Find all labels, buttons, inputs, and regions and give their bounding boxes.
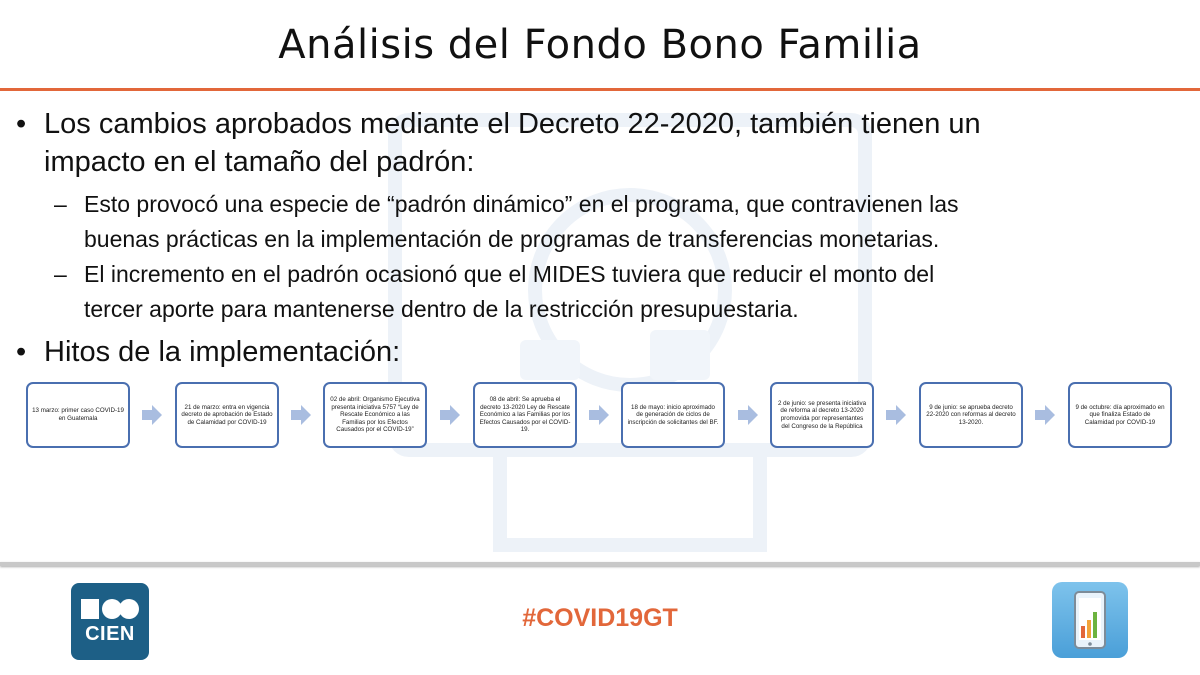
timeline-step-text: 9 de junio: se aprueba decreto 22-2020 con reformas al decreto 13-2020.: [926, 403, 1016, 426]
bullet-dot: •: [16, 336, 27, 368]
timeline-step-8: [1068, 382, 1172, 448]
timeline-step-1: [26, 382, 130, 448]
timeline: [0, 382, 1200, 462]
subbullet-1-line2: buenas prácticas en la implementación de programas de transferencias monetarias.: [84, 226, 940, 252]
bullet-dot: •: [16, 108, 27, 140]
timeline-step-text: 9 de octubre: día aproximado en que finaliza Estado de Calamidad por COVID-19: [1075, 403, 1165, 426]
bullet-2-line1: Hitos de la implementación:: [44, 336, 401, 368]
phone-chart-icon: [1052, 582, 1128, 658]
subbullet-2-line2: tercer aporte para mantenerse dentro de la restricción presupuestaria.: [84, 296, 799, 322]
bullet-1: [16, 105, 981, 181]
footer-divider: [0, 562, 1200, 566]
timeline-step-5: [621, 382, 725, 448]
arrow-right-icon: [291, 405, 311, 425]
timeline-step-text: 13 marzo: primer caso COVID-19 en Guatemala: [32, 407, 124, 422]
timeline-step-7: [919, 382, 1023, 448]
arrow-right-icon: [142, 405, 162, 425]
arrow-right-icon: [1035, 405, 1055, 425]
bullet-2: [16, 333, 401, 371]
subbullet-2-line1: El incremento en el padrón ocasionó que el MIDES tuviera que reducir el monto del: [84, 261, 935, 287]
timeline-step-text: 2 de junio: se presenta iniciativa de reforma al decreto 13-2020 promovida por representantes del Congreso de la República: [777, 399, 867, 430]
timeline-step-2: [175, 382, 279, 448]
subbullet-2: [54, 257, 935, 327]
title-underline: [0, 88, 1200, 91]
arrow-right-icon: [589, 405, 609, 425]
arrow-right-icon: [738, 405, 758, 425]
hashtag: #COVID19GT: [522, 604, 678, 632]
timeline-step-text: 02 de abril: Organismo Ejecutiva presenta iniciativa 5757 “Ley de Rescate Económico a las Familias por los Efectos Causados por el COVID-19”: [330, 396, 420, 434]
bullet-1-line1: Los cambios aprobados mediante el Decreto 22-2020, también tienen un: [44, 108, 981, 140]
logo-text: CIEN: [85, 623, 135, 645]
phone-icon: [1052, 582, 1128, 658]
arrow-right-icon: [886, 405, 906, 425]
timeline-step-text: 08 de abril: Se aprueba el decreto 13-2020 Ley de Rescate Económico a las Familias por los Efectos Causados por el COVID-19.: [479, 396, 571, 434]
slide-title: Análisis del Fondo Bono Familia: [278, 22, 922, 68]
subbullet-1: [54, 187, 959, 257]
bullet-1-line2: impacto en el tamaño del padrón:: [44, 146, 475, 178]
timeline-step-3: [323, 382, 427, 448]
timeline-step-text: 21 de marzo: entra en vigencia decreto de aprobación de Estado de Calamidad por COVID-19: [181, 403, 273, 426]
timeline-step-4: [473, 382, 577, 448]
subbullet-dash: –: [54, 261, 67, 287]
timeline-step-6: [770, 382, 874, 448]
subbullet-dash: –: [54, 191, 67, 217]
arrow-right-icon: [440, 405, 460, 425]
timeline-step-text: 18 de mayo: inicio aproximado de generación de ciclos de inscripción de solicitantes del BF.: [627, 403, 719, 426]
subbullet-1-line1: Esto provocó una especie de “padrón dinámico” en el programa, que contravienen las: [84, 191, 959, 217]
